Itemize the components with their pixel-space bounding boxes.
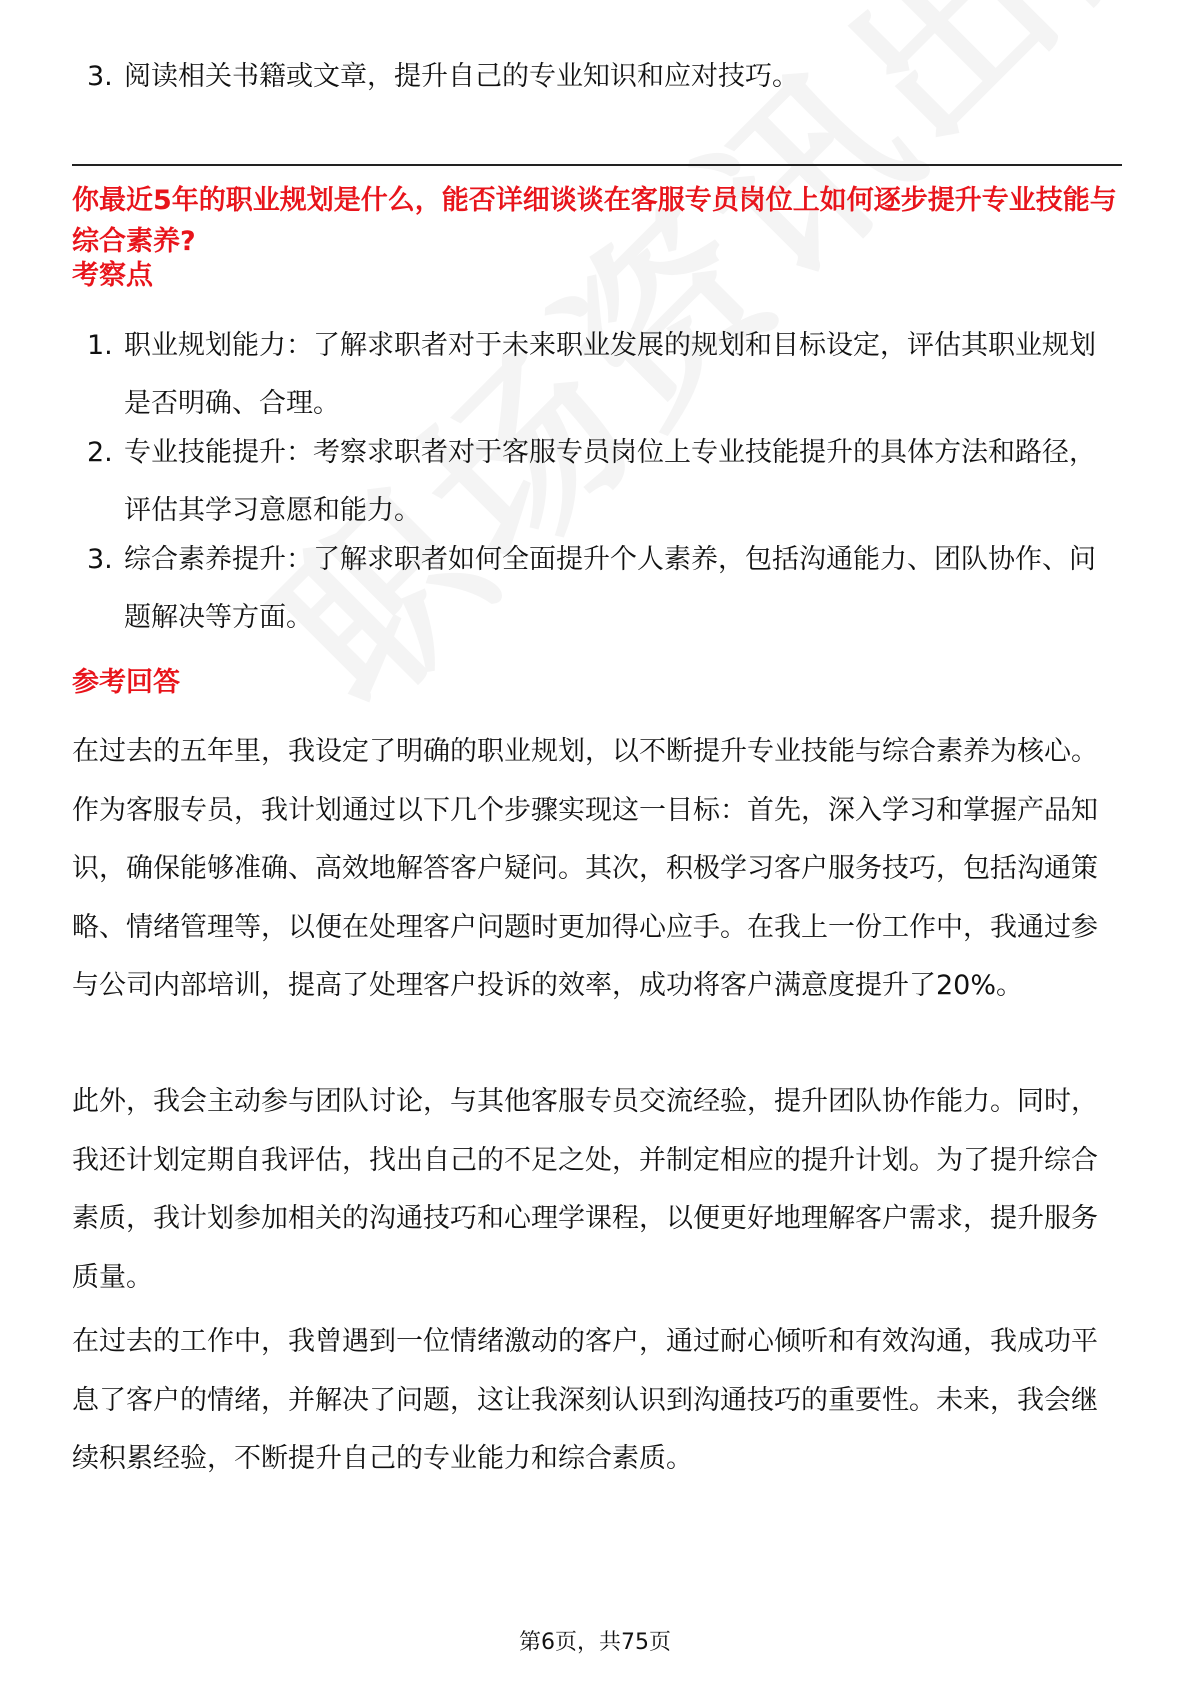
list-number: 3.: [87, 61, 113, 92]
list-item: [72, 531, 1122, 647]
answer-paragraph: 此外，我会主动参与团队讨论，与其他客服专员交流经验，提升团队协作能力。同时，我还计划定期自我评估，找出自己的不足之处，并制定相应的提升计划。为了提升综合素质，我计划参加相关的沟通技巧和心理学课程，以便更好地理解客户需求，提升服务质量。: [72, 1086, 1098, 1293]
list-number: 2.: [87, 437, 113, 468]
list-item: [72, 317, 1122, 433]
answer-paragraph: 在过去的工作中，我曾遇到一位情绪激动的客户，通过耐心倾听和有效沟通，我成功平息了客户的情绪，并解决了问题，这让我深刻认识到沟通技巧的重要性。未来，我会继续积累经验，不断提升自己的专业能力和综合素质。: [72, 1326, 1098, 1474]
list-text: 专业技能提升：考察求职者对于客服专员岗位上专业技能提升的具体方法和路径，评估其学习意愿和能力。: [124, 437, 1096, 526]
list-text: 综合素养提升：了解求职者如何全面提升个人素养，包括沟通能力、团队协作、问题解决等方面。: [124, 544, 1096, 633]
list-number: 3.: [87, 544, 113, 575]
list-text: 阅读相关书籍或文章，提升自己的专业知识和应对技巧。: [124, 61, 799, 92]
answer-title: 参考回答: [72, 667, 180, 698]
question-heading: 你最近5年的职业规划是什么，能否详细谈谈在客服专员岗位上如何逐步提升专业技能与综合素养?: [72, 185, 1117, 257]
section-divider: [72, 164, 1122, 166]
answer-paragraph: 在过去的五年里，我设定了明确的职业规划，以不断提升专业技能与综合素养为核心。作为客服专员，我计划通过以下几个步骤实现这一目标：首先，深入学习和掌握产品知识，确保能够准确、高效地解答客户疑问。其次，积极学习客户服务技巧，包括沟通策略、情绪管理等，以便在处理客户问题时更加得心应手。在我上一份工作中，我通过参与公司内部培训，提高了处理客户投诉的效率，成功将客户满意度提升了20%。: [72, 736, 1098, 1001]
page-footer: 第6页，共75页: [519, 1630, 671, 1655]
points-title: 考察点: [72, 260, 153, 291]
list-number: 1.: [87, 330, 113, 361]
list-text: 职业规划能力：了解求职者对于未来职业发展的规划和目标设定，评估其职业规划是否明确、合理。: [124, 330, 1096, 419]
list-item: [72, 48, 1122, 106]
list-item: [72, 424, 1122, 540]
